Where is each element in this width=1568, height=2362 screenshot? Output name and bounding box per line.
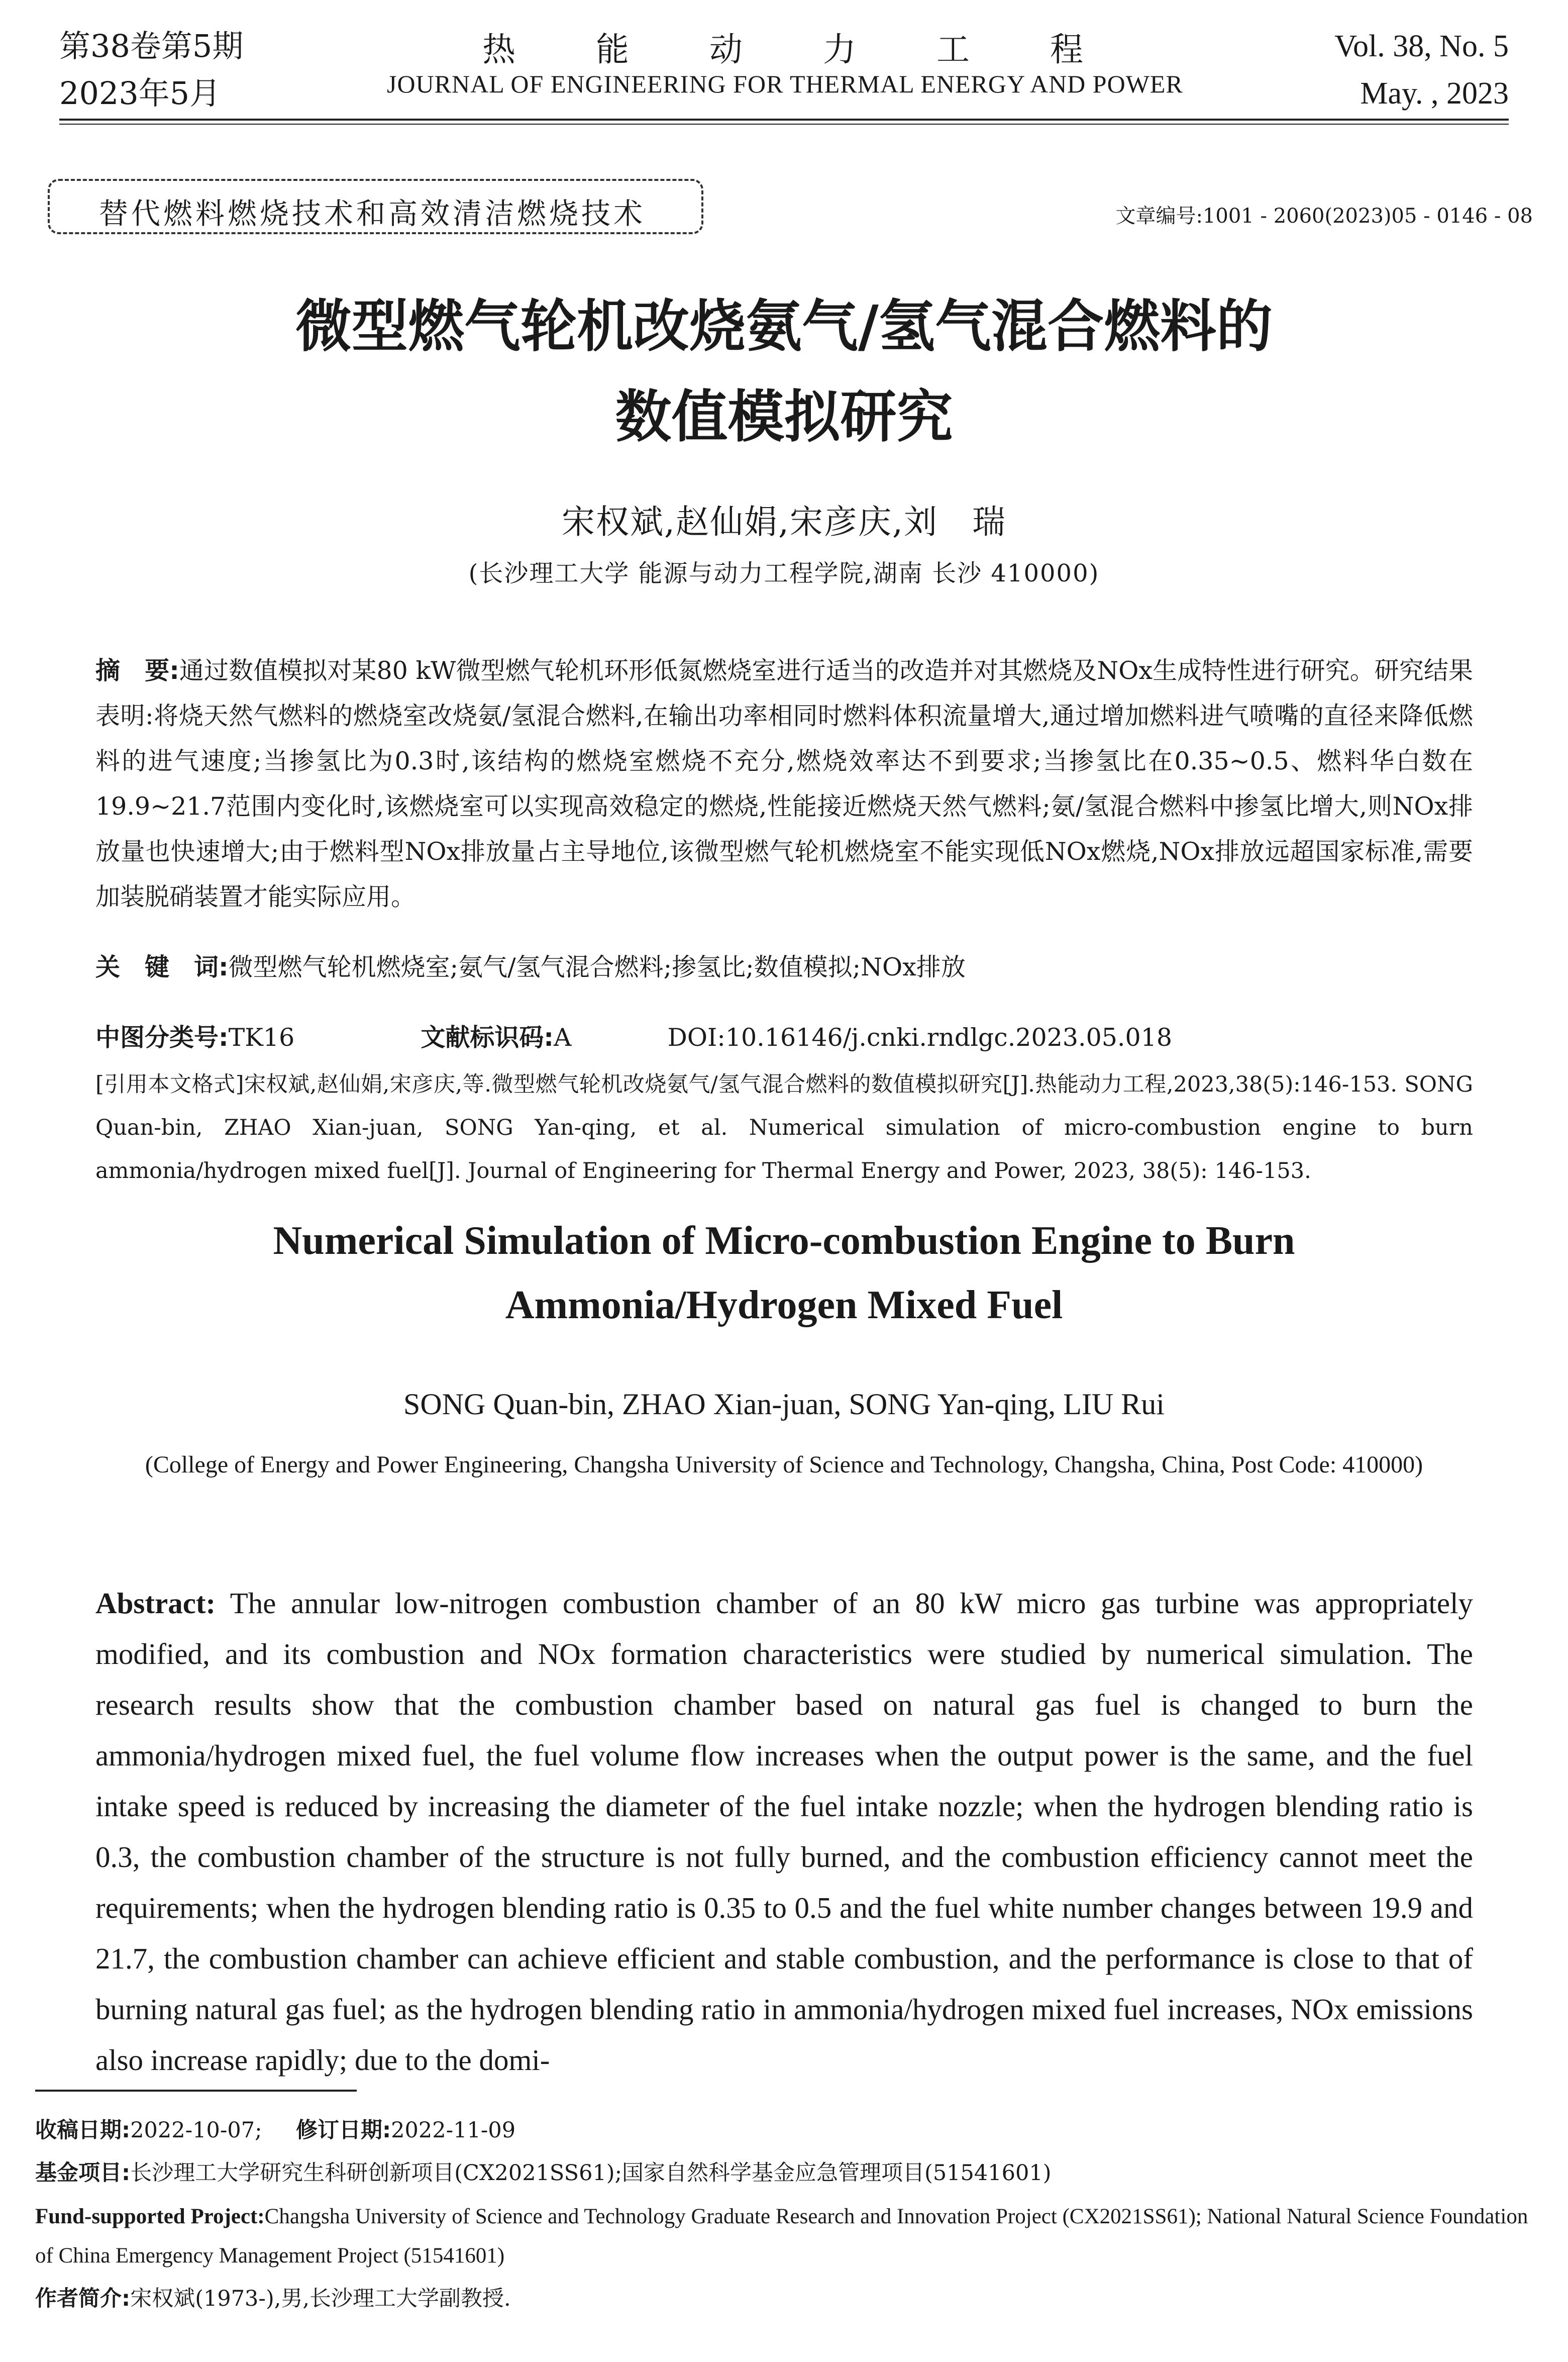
header-vol-en: Vol. 38, No. 5 [1334, 29, 1509, 63]
revised-label: 修订日期: [295, 2118, 391, 2143]
header-rule-thin [59, 124, 1509, 125]
author-bio-label: 作者简介: [35, 2286, 131, 2311]
header-volume-issue [59, 23, 243, 117]
abstract-en [95, 1578, 1473, 2086]
doc-code-label: 文献标识码: [421, 1023, 554, 1052]
keywords-cn-text: 微型燃气轮机燃烧室;氨气/氢气混合燃料;掺氢比;数值模拟;NOx排放 [228, 953, 966, 981]
paper-title-en-line1: Numerical Simulation of Micro-combustion Engine to Burn [273, 1219, 1295, 1263]
citation-label: [引用本文格式] [95, 1072, 244, 1097]
doc-code-value: A [554, 1023, 572, 1052]
footnote-fund-en [35, 2197, 1532, 2276]
authors-cn: 宋权斌,赵仙娟,宋彦庆,刘 瑞 [562, 503, 1006, 541]
keywords-cn [95, 945, 1473, 990]
citation-format [95, 1063, 1473, 1193]
paper-title-cn [0, 281, 1568, 462]
authors-en: SONG Quan-bin, ZHAO Xian-juan, SONG Yan-qing, LIU Rui [403, 1388, 1165, 1421]
footnote-author-bio [35, 2279, 1532, 2318]
classification-line [95, 1015, 1473, 1060]
header-date-cn: 2023年5月 [59, 75, 221, 112]
author-bio-text: 宋权斌(1973-),男,长沙理工大学副教授. [130, 2286, 511, 2311]
abstract-cn-label: 摘 要: [95, 656, 179, 685]
footnote-rule [35, 2090, 357, 2092]
abstract-cn-text: 通过数值模拟对某80 kW微型燃气轮机环形低氮燃烧室进行适当的改造并对其燃烧及NOx生成特性进行研究。研究结果表明:将烧天然气燃料的燃烧室改烧氨/氢混合燃料,在输出功率相同时燃料体积流量增大,通过增加燃料进气喷嘴的直径来降低燃料的进气速度;当掺氢比为0.3时,该结构的燃烧室燃烧不充分,燃烧效率达不到要求;当掺氢比在0.35~0.5、燃料华白数在19.9~21.7范围内变化时,该燃烧室可以实现高效稳定的燃烧,性能接近燃烧天然气燃料;氨/氢混合燃料中掺氢比增大,则NOx排放量也快速增大;由于燃料型NOx排放量占主导地位,该微型燃气轮机燃烧室不能实现低NOx燃烧,NOx排放远超国家标准,需要加装脱硝装置才能实际应用。 [95, 656, 1473, 911]
header-vol-no [1334, 23, 1509, 117]
fund-en-text: Changsha University of Science and Technology Graduate Research and Innovation Project (CX2021SS61); National Natural Science Foundation of China Emergency Management Project (51541601) [35, 2205, 1528, 2268]
doi: DOI:10.16146/j.cnki.rndlgc.2023.05.018 [667, 1023, 1173, 1052]
header-volume: 第38卷第5期 [59, 28, 244, 64]
paper-title-en [0, 1209, 1568, 1337]
journal-title-en: JOURNAL OF ENGINEERING FOR THERMAL ENERGY AND POWER [387, 70, 1183, 98]
revised-date: 2022-11-09 [391, 2118, 516, 2143]
abstract-en-label: Abstract: [95, 1587, 216, 1620]
footnote-dates [35, 2111, 1532, 2150]
footnote-fund-cn [35, 2153, 1532, 2193]
fund-cn-text: 长沙理工大学研究生科研创新项目(CX2021SS61);国家自然科学基金应急管理项目(51541601) [130, 2160, 1052, 2186]
paper-title-cn-line1: 微型燃气轮机改烧氨气/氢气混合燃料的 [295, 294, 1273, 359]
paper-title-cn-line2: 数值模拟研究 [615, 384, 953, 450]
abstract-cn [95, 648, 1473, 920]
citation-text: 宋权斌,赵仙娟,宋彦庆,等.微型燃气轮机改烧氨气/氢气混合燃料的数值模拟研究[J].热能动力工程,2023,38(5):146-153. SONG Quan-bin, ZHAO Xian-juan, SONG Yan-qing, et al. Numerical simulation of micro-combustion engine to burn ammonia/hydrogen mixed fuel[J]. Journal of Engineering for Thermal Energy and Power, 2023, 38(5): 146-153. [95, 1072, 1473, 1184]
fund-cn-label: 基金项目: [35, 2160, 131, 2186]
affiliation-en: (College of Energy and Power Engineering, Changsha University of Science and Technology, Changsha, China, Post Code: 410000) [145, 1451, 1423, 1478]
class-number-label: 中图分类号: [95, 1023, 229, 1052]
paper-title-en-line2: Ammonia/Hydrogen Mixed Fuel [505, 1283, 1063, 1327]
column-tag-box [48, 179, 703, 234]
journal-title-cn: 热能动力工程 [482, 30, 1164, 69]
received-date: 2022-10-07; [130, 2118, 262, 2143]
column-tag: 替代燃料燃烧技术和高效清洁燃烧技术 [99, 196, 646, 231]
article-number: 文章编号:1001 - 2060(2023)05 - 0146 - 08 [1115, 205, 1533, 228]
received-label: 收稿日期: [35, 2118, 131, 2143]
class-number-value: TK16 [228, 1023, 295, 1052]
fund-en-label: Fund-supported Project: [35, 2205, 265, 2228]
affiliation-cn: (长沙理工大学 能源与动力工程学院,湖南 长沙 410000) [468, 559, 1100, 587]
keywords-cn-label: 关 键 词: [95, 953, 229, 981]
abstract-en-text: The annular low-nitrogen combustion chamber of an 80 kW micro gas turbine was appropriately modified, and its combustion and NOx formation characteristics were studied by numerical simulation. The research results show that the combustion chamber based on natural gas fuel is changed to burn the ammonia/hydrogen mixed fuel, the fuel volume flow increases when the output power is the same, and the fuel intake speed is reduced by increasing the diameter of the fuel intake nozzle; when the hydrogen blending ratio is 0.3, the combustion chamber of the structure is not fully burned, and the combustion efficiency cannot meet the requirements; when the hydrogen blending ratio is 0.35 to 0.5 and the fuel white number changes between 19.9 and 21.7, the combustion chamber can achieve efficient and stable combustion, and the performance is close to that of burning natural gas fuel; as the hydrogen blending ratio in ammonia/hydrogen mixed fuel increases, NOx emissions also increase rapidly; due to the domi- [95, 1587, 1473, 2077]
header-date-en: May. , 2023 [1360, 76, 1509, 111]
header-rule-thick [59, 119, 1509, 121]
